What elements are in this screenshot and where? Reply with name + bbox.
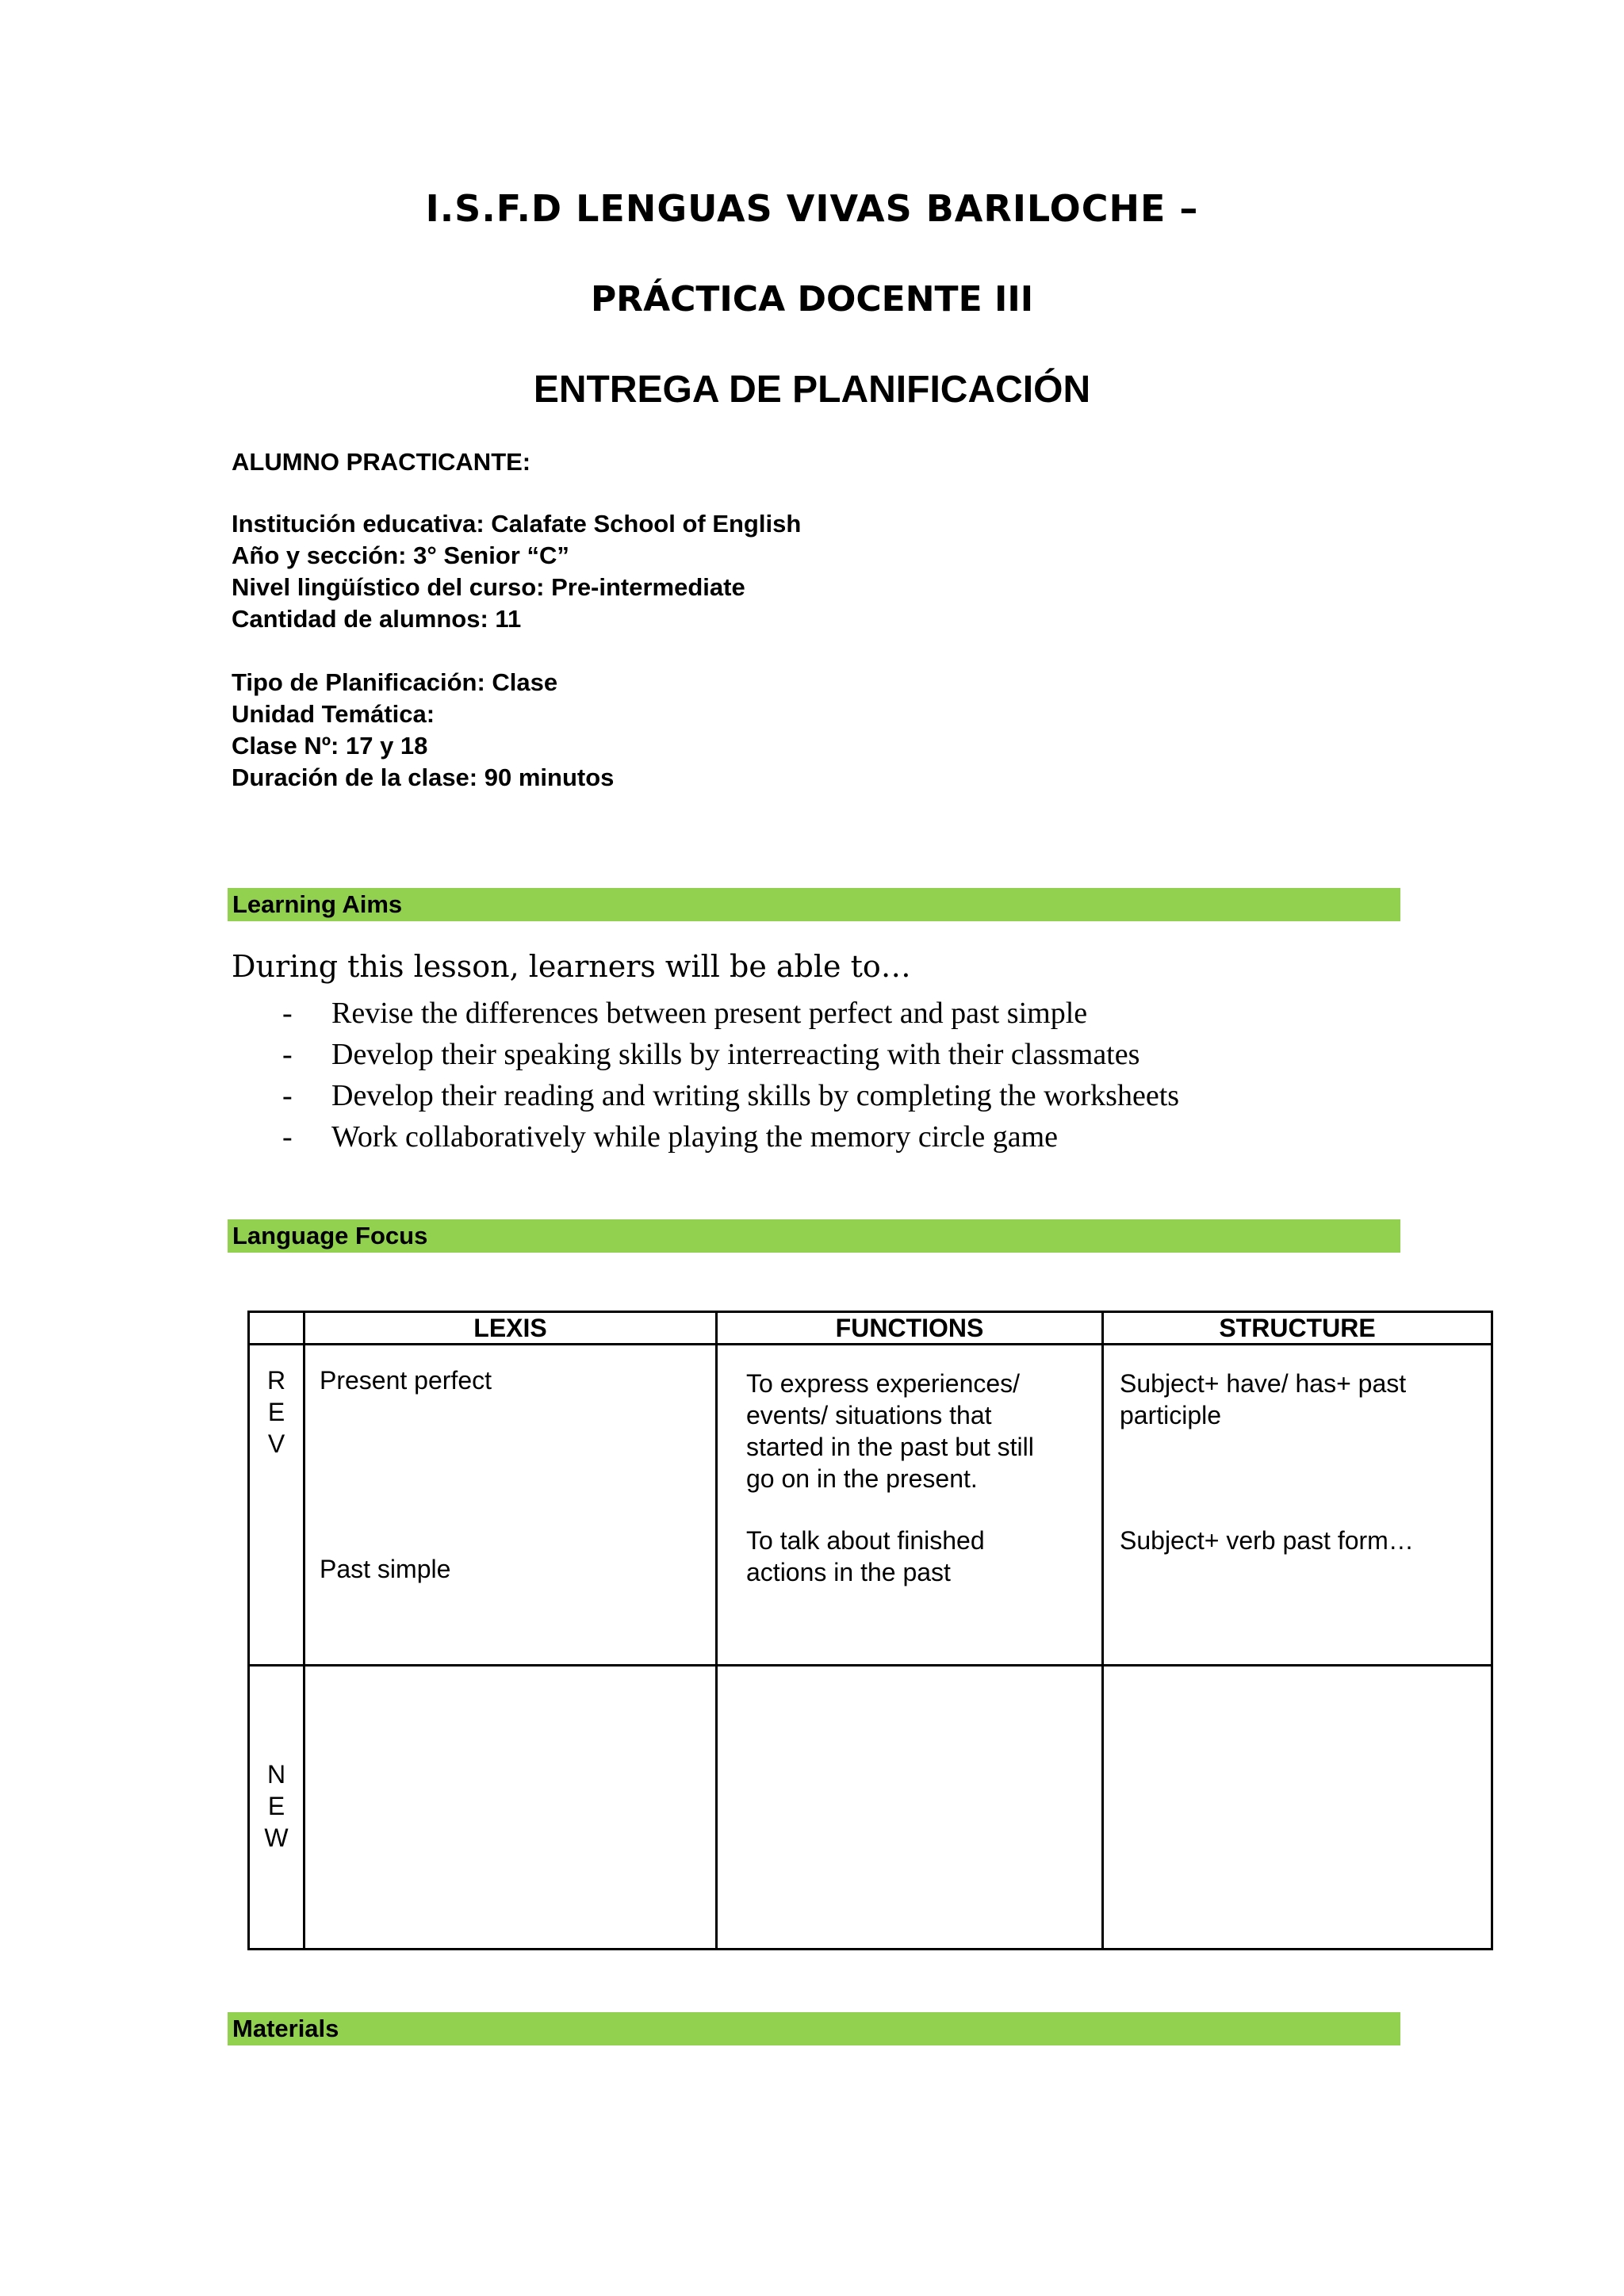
header-cell-structure: STRUCTURE	[1103, 1312, 1492, 1345]
text-line: To express experiences/	[746, 1369, 1021, 1398]
rev-label-cell	[249, 1345, 304, 1666]
new-letter: N	[266, 1760, 286, 1789]
text-line: go on in the present.	[746, 1464, 978, 1493]
text-line: actions in the past	[746, 1558, 951, 1586]
structure-present-perfect	[1120, 1368, 1406, 1431]
level-field: Nivel lingüístico del curso: Pre-intermediate	[232, 573, 745, 601]
institution-field: Institución educativa: Calafate School of English	[232, 510, 802, 538]
aim-text: Work collaboratively while playing the memory circle game	[331, 1120, 1059, 1154]
student-count-field: Cantidad de alumnos: 11	[232, 605, 522, 633]
header-cell-blank	[249, 1312, 304, 1345]
institution-title: I.S.F.D LENGUAS VIVAS BARILOCHE –	[425, 187, 1199, 230]
language-focus-table	[247, 1311, 1493, 1950]
new-letter: E	[267, 1792, 285, 1820]
planning-type-field: Tipo de Planificación: Clase	[232, 668, 558, 696]
lexis-present-perfect: Present perfect	[320, 1366, 492, 1395]
learning-aims-intro: During this lesson, learners will be able to…	[232, 949, 911, 984]
new-label-cell	[249, 1666, 304, 1950]
text-line: participle	[1120, 1401, 1222, 1429]
learning-aims-heading: Learning Aims	[228, 888, 1400, 921]
thematic-unit-field: Unidad Temática:	[232, 700, 435, 728]
rev-label	[250, 1345, 303, 1460]
header-cell-lexis: LEXIS	[304, 1312, 717, 1345]
bullet-dash: -	[282, 1038, 293, 1071]
table-header-row	[249, 1312, 1492, 1345]
bullet-dash: -	[282, 1120, 293, 1154]
text-line: started in the past but still	[746, 1433, 1034, 1461]
student-label: ALUMNO PRACTICANTE:	[232, 448, 531, 476]
rev-letter: V	[267, 1429, 285, 1458]
rev-letter: R	[266, 1366, 286, 1395]
lexis-past-simple: Past simple	[320, 1555, 451, 1583]
rev-structure-cell	[1103, 1345, 1492, 1666]
new-functions-cell	[717, 1666, 1103, 1950]
functions-present-perfect	[746, 1368, 1034, 1494]
table-row-new	[249, 1666, 1492, 1950]
bullet-dash: -	[282, 997, 293, 1030]
course-title: PRÁCTICA DOCENTE III	[590, 279, 1034, 320]
text-line: To talk about finished	[746, 1526, 985, 1555]
structure-past-simple: Subject+ verb past form…	[1120, 1526, 1414, 1555]
new-structure-cell	[1103, 1666, 1492, 1950]
aim-text: Develop their reading and writing skills by completing the worksheets	[331, 1079, 1180, 1112]
table-row-rev	[249, 1345, 1492, 1666]
student-label-block	[232, 446, 530, 478]
text-line: events/ situations that	[746, 1401, 992, 1429]
new-label	[250, 1667, 303, 1854]
new-letter: W	[264, 1823, 289, 1852]
text-line: Subject+ have/ has+ past	[1120, 1369, 1407, 1398]
class-duration-field: Duración de la clase: 90 minutos	[232, 763, 615, 791]
planning-info-block	[232, 667, 614, 794]
rev-letter: E	[267, 1398, 285, 1426]
year-section-field: Año y sección: 3° Senior “C”	[232, 541, 569, 569]
materials-heading: Materials	[228, 2012, 1400, 2045]
language-focus-heading: Language Focus	[228, 1219, 1400, 1253]
document-title: ENTREGA DE PLANIFICACIÓN	[533, 369, 1091, 411]
bullet-dash: -	[282, 1079, 293, 1112]
school-info-block	[232, 508, 801, 635]
new-lexis-cell	[304, 1666, 717, 1950]
class-number-field: Clase Nº: 17 y 18	[232, 732, 428, 760]
aim-text: Revise the differences between present perfect and past simple	[331, 997, 1088, 1030]
rev-functions-cell	[717, 1345, 1103, 1666]
rev-lexis-cell	[304, 1345, 717, 1666]
header-cell-functions: FUNCTIONS	[717, 1312, 1103, 1345]
aim-text: Develop their speaking skills by interreacting with their classmates	[331, 1038, 1140, 1071]
functions-past-simple	[746, 1525, 985, 1588]
